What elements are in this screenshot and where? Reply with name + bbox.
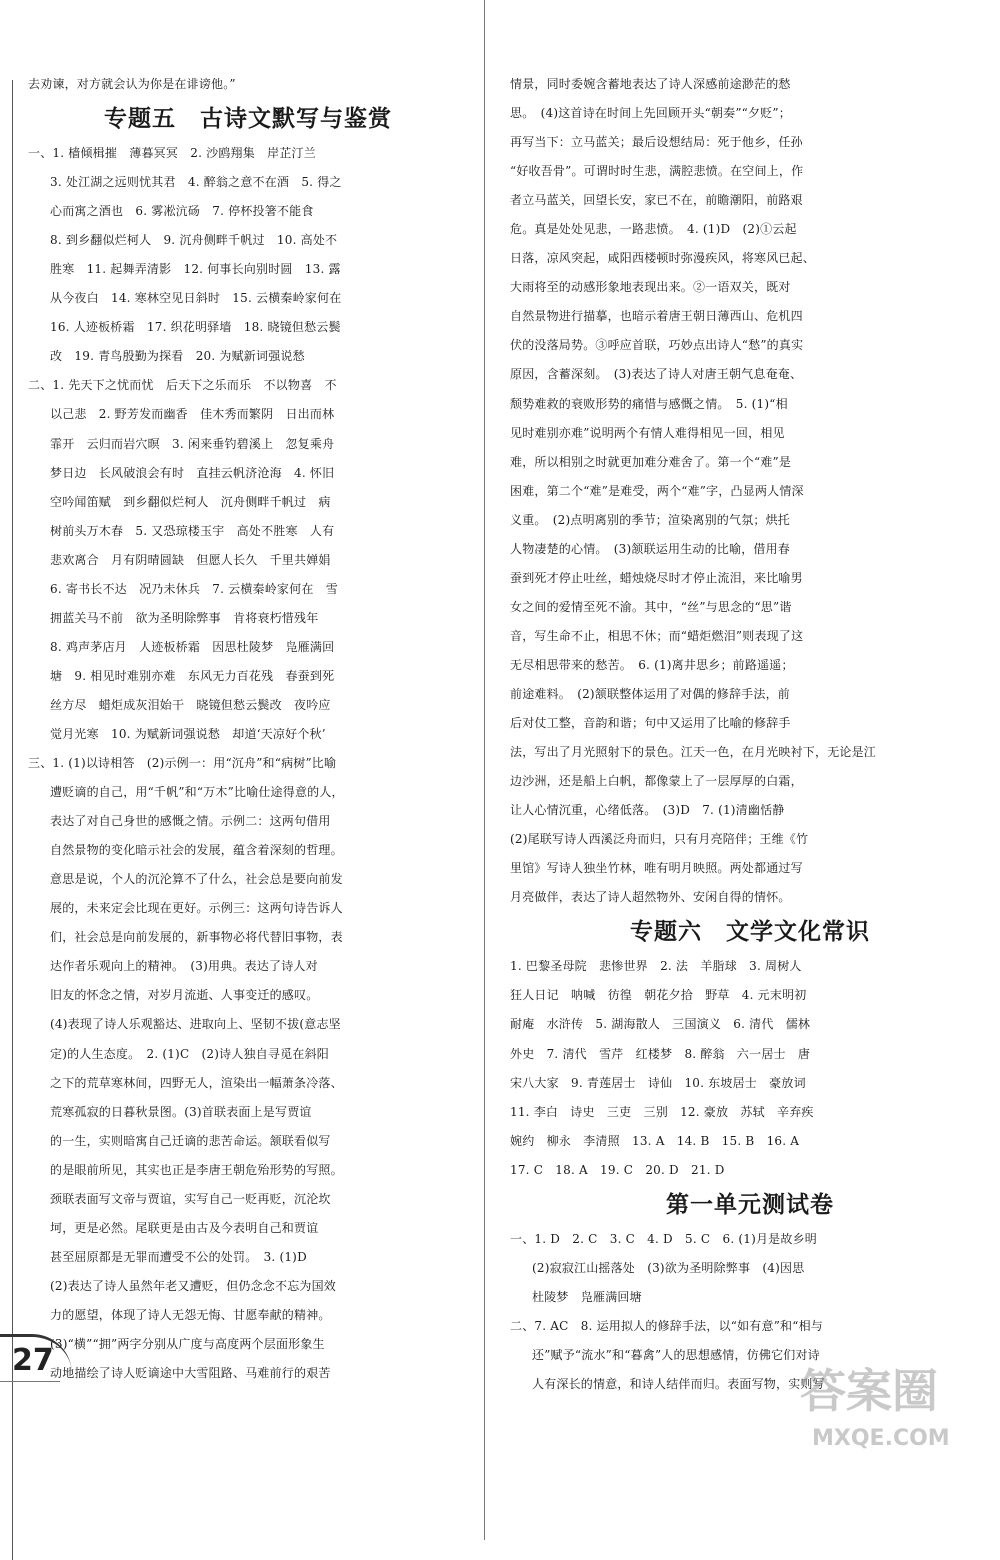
page-number: 27 <box>0 1334 72 1384</box>
right-text-line: 让人心情沉重，心绪低落。 (3)D 7. (1)清幽恬静 <box>510 803 785 818</box>
left-text-line: 改 19. 青鸟殷勤为探看 20. 为赋新词强说愁 <box>50 349 305 364</box>
right-text-line: 杜陵梦 凫雁满回塘 <box>532 1289 642 1304</box>
left-text-line: 自然景物的变化暗示社会的发展，蕴含着深刻的哲理。 <box>50 843 343 858</box>
right-text-line: 原因，含蓄深刻。 (3)表达了诗人对唐王朝气息奄奄、 <box>510 367 803 382</box>
right-text-line: 前途难料。 (2)颔联整体运用了对偶的修辞手法，前 <box>510 686 790 701</box>
left-text-line: 去劝谏，对方就会认为你是在诽谤他。” <box>28 77 236 91</box>
left-text-line: 3. 处江湖之远则忧其君 4. 醉翁之意不在酒 5. 得之 <box>50 175 342 190</box>
right-text-line: 一、1. D 2. C 3. C 4. D 5. C 6. (1)月是故乡明 <box>510 1231 817 1246</box>
left-text-line: 丝方尽 蜡炬成灰泪始干 晓镜但愁云鬓改 夜吟应 <box>50 697 331 712</box>
right-text-line: 大雨将至的动感形象地表现出来。②一语双关，既对 <box>510 280 791 295</box>
right-text-line: 无尽相思带来的愁苦。 6. (1)离井思乡；前路遥遥； <box>510 657 794 672</box>
right-text-line: 狂人日记 呐喊 彷徨 朝花夕拾 野草 4. 元末明初 <box>510 988 807 1003</box>
left-text-line: 的一生，实则暗寓自己迁谪的悲苦命运。颔联看似写 <box>50 1133 331 1148</box>
left-text-line: 梦日边 长风破浪会有时 直挂云帆济沧海 4. 怀旧 <box>50 465 335 480</box>
left-text-line: 定)的人生态度。 2. (1)C (2)诗人独自寻觅在斜阳 <box>50 1046 329 1061</box>
right-text-line: 后对仗工整，音韵和谐；句中又运用了比喻的修辞手 <box>510 716 791 731</box>
right-text-line: 1. 巴黎圣母院 悲惨世界 2. 法 羊脂球 3. 周树人 <box>510 959 802 974</box>
right-text-line: 17. C 18. A 19. C 20. D 21. D <box>510 1162 725 1177</box>
left-text-line: 霏开 云归而岩穴暝 3. 闲来垂钓碧溪上 忽复乘舟 <box>50 436 335 451</box>
right-text-line: 里馆》写诗人独坐竹林，唯有明月映照。两处都通过写 <box>510 861 803 876</box>
right-text-line: 思。 (4)这首诗在时间上先回顾开头“朝奏”“夕贬”； <box>510 106 791 121</box>
left-text-line: 们，社会总是向前发展的，新事物必将代替旧事物，表 <box>50 930 343 945</box>
right-section-heading: 第一单元测试卷 <box>666 1191 834 1218</box>
left-text-line: 意思是说，个人的沉沦算不了什么，社会总是要向前发 <box>50 872 343 887</box>
right-text-line: 边沙洲，还是船上白帆，都像蒙上了一层厚厚的白霜， <box>510 774 803 789</box>
right-text-line: 还”赋予“流水”和“暮禽”人的思想感情，仿佛它们对诗 <box>532 1347 820 1362</box>
right-text-line: 二、7. AC 8. 运用拟人的修辞手法，以“如有意”和“相与 <box>510 1318 823 1333</box>
left-text-line: 二、1. 先天下之忧而忧 后天下之乐而乐 不以物喜 不 <box>28 378 337 393</box>
right-text-line: 人有深长的情意，和诗人结伴而归。表面写物，实则写 <box>532 1376 825 1391</box>
left-section-heading: 专题五 古诗文默写与鉴赏 <box>104 106 392 133</box>
left-text-line: 8. 鸡声茅店月 人迹板桥霜 因思杜陵梦 凫雁满回 <box>50 639 335 654</box>
right-text-line: 蚕到死才停止吐丝，蜡烛烧尽时才停止流泪，来比喻男 <box>510 570 803 585</box>
left-text-line: (4)表现了诗人乐观豁达、进取向上、坚韧不拔(意志坚 <box>50 1017 341 1032</box>
left-text-line: 6. 寄书长不达 况乃未休兵 7. 云横秦岭家何在 雪 <box>50 581 338 596</box>
left-text-line: 树前头万木春 5. 又恐琼楼玉宇 高处不胜寒 人有 <box>50 523 335 538</box>
left-text-line: 16. 人迹板桥霜 17. 织花明驿墙 18. 晓镜但愁云鬓 <box>50 320 341 335</box>
right-text-line: 外史 7. 清代 雪芹 红楼梦 8. 醉翁 六一居士 唐 <box>510 1046 811 1061</box>
left-text-line: 空吟闻笛赋 到乡翻似烂柯人 沉舟侧畔千帆过 病 <box>50 494 331 509</box>
right-text-line: 义重。 (2)点明离别的季节；渲染离别的气氛；烘托 <box>510 512 790 527</box>
left-text-line: 8. 到乡翻似烂柯人 9. 沉舟侧畔千帆过 10. 高处不 <box>50 233 338 248</box>
right-text-line: 情景，同时委婉含蓄地表达了诗人深感前途渺茫的愁 <box>510 77 791 91</box>
right-text-line: 月亮做伴，表达了诗人超然物外、安闲自得的情怀。 <box>510 890 791 905</box>
left-text-line: 展的，未来定会比现在更好。示例三：这两句诗告诉人 <box>50 901 343 916</box>
left-text-line: 遭贬谪的自己，用“千帆”和“万木”比喻仕途得意的人， <box>50 785 344 800</box>
left-text-line: 三、1. (1)以诗相答 (2)示例一：用“沉舟”和“病树”比喻 <box>28 756 337 771</box>
left-text-line: 表达了对自己身世的感慨之情。示例二：这两句借用 <box>50 814 331 829</box>
right-text-line: 难，所以相别之时就更加难分难舍了。第一个“难”是 <box>510 454 792 469</box>
right-text-line: 颓势难救的衰败形势的痛惜与感慨之情。 5. (1)“相 <box>510 396 788 411</box>
left-text-line: 一、1. 樯倾楫摧 薄暮冥冥 2. 沙鸥翔集 岸芷汀兰 <box>28 146 316 161</box>
right-text-line: 见时难别亦难”说明两个有情人难得相见一回，相见 <box>510 425 785 440</box>
watermark-url: MXQE.COM <box>812 1426 950 1451</box>
left-text-line: 悲欢离合 月有阴晴圆缺 但愿人长久 千里共婵娟 <box>50 552 331 567</box>
right-text-line: 日落，凉风突起，咸阳西楼顿时弥漫疾风，将寒风已起、 <box>510 251 816 266</box>
right-text-line: 人物凄楚的心情。 (3)颔联运用生动的比喻，借用春 <box>510 541 790 556</box>
left-text-line: 达作者乐观向上的精神。 (3)用典。表达了诗人对 <box>50 959 318 974</box>
column-divider <box>484 0 485 1540</box>
watermark-logo <box>792 1337 982 1457</box>
left-text-line: 坷，更是必然。尾联更是由古及今表明自己和贾谊 <box>50 1220 319 1235</box>
left-text-line: 以己悲 2. 野芳发而幽香 佳木秀而繁阴 日出而林 <box>50 407 335 422</box>
left-text-line: 觉月光寒 10. 为赋新词强说愁 却道‘天凉好个秋’ <box>50 726 326 741</box>
right-text-line: 法，写出了月光照射下的景色。江天一色，在月光映衬下，无论是江 <box>510 745 877 760</box>
left-text-line: 之下的荒草寒林间，四野无人，渲染出一幅萧条冷落、 <box>50 1075 343 1090</box>
left-text-line: (2)表达了诗人虽然年老又遭贬，但仍念念不忘为国效 <box>50 1278 336 1293</box>
right-text-line: 音，写生命不止，相思不休；而“蜡炬燃泪”则表现了这 <box>510 628 804 643</box>
right-text-line: 宋八大家 9. 青莲居士 诗仙 10. 东坡居士 豪放词 <box>510 1075 806 1090</box>
left-text-line: 荒寒孤寂的日暮秋景图。(3)首联表面上是写贾谊 <box>50 1104 312 1119</box>
left-text-line: 从今夜白 14. 寒林空见日斜时 15. 云横秦岭家何在 <box>50 291 342 306</box>
right-text-line: 11. 李白 诗史 三吏 三别 12. 豪放 苏轼 辛弃疾 <box>510 1104 814 1119</box>
left-text-line: 颈联表面写文帝与贾谊，实写自己一贬再贬，沉沦坎 <box>50 1191 331 1206</box>
left-text-line: 心而寓之酒也 6. 雾凇沆砀 7. 停杯投箸不能食 <box>50 204 314 219</box>
right-text-line: (2)寂寂江山摇落处 (3)欲为圣明除弊事 (4)因思 <box>532 1260 805 1275</box>
left-text-line: 旧友的怀念之情，对岁月流逝、人事变迁的感叹。 <box>50 988 319 1003</box>
watermark-brand: 答案圈 <box>800 1364 938 1418</box>
left-text-line: 塘 9. 相见时难别亦难 东风无力百花残 春蚕到死 <box>50 668 335 683</box>
left-column <box>0 0 470 1388</box>
right-text-line: 再写当下：立马蓝关；最后设想结局：死于他乡，任孙 <box>510 135 803 150</box>
right-text-line: 耐庵 水浒传 5. 湖海散人 三国演义 6. 清代 儒林 <box>510 1017 811 1032</box>
right-text-line: 女之间的爱情至死不渝。其中，“丝”与思念的“思”谐 <box>510 599 792 614</box>
left-text-line: 胜寒 11. 起舞弄清影 12. 何事长向别时圆 13. 露 <box>50 262 341 277</box>
right-text-line: 者立马蓝关，回望长安，家已不在，前瞻潮阳，前路艰 <box>510 193 803 208</box>
right-text-line: (2)尾联写诗人西溪泛舟而归，只有月亮陪伴；王维《竹 <box>510 832 809 847</box>
right-text-line: 婉约 柳永 李清照 13. A 14. B 15. B 16. A <box>510 1133 800 1148</box>
right-text-line: “好收吾骨”。可谓时时生悲，满腔悲愤。在空间上，作 <box>510 164 804 179</box>
left-text-line: (3)“横”“拥”两字分别从广度与高度两个层面形象生 <box>50 1336 325 1351</box>
right-section-heading: 专题六 文学文化常识 <box>630 919 870 946</box>
right-text-line: 困难，第二个“难”是难受，两个“难”字，凸显两人情深 <box>510 483 804 498</box>
right-text-line: 伏的没落局势。③呼应首联，巧妙点出诗人“愁”的真实 <box>510 338 804 353</box>
left-text-line: 动地描绘了诗人贬谪途中大雪阻路、马难前行的艰苦 <box>50 1366 331 1381</box>
left-text-line: 拥蓝关马不前 欲为圣明除弊事 肯将衰朽惜残年 <box>50 610 319 625</box>
right-text-line: 自然景物进行描摹，也暗示着唐王朝日薄西山、危机四 <box>510 309 803 324</box>
left-text-line: 力的愿望，体现了诗人无怨无悔、甘愿奉献的精神。 <box>50 1307 331 1322</box>
left-text-line: 甚至屈原都是无罪而遭受不公的处罚。 3. (1)D <box>50 1249 307 1264</box>
right-text-line: 危。真是处处见悲，一路悲愤。 4. (1)D (2)①云起 <box>510 222 797 237</box>
left-text-line: 的是眼前所见，其实也正是李唐王朝危殆形势的写照。 <box>50 1162 343 1177</box>
right-column <box>500 0 1000 1399</box>
